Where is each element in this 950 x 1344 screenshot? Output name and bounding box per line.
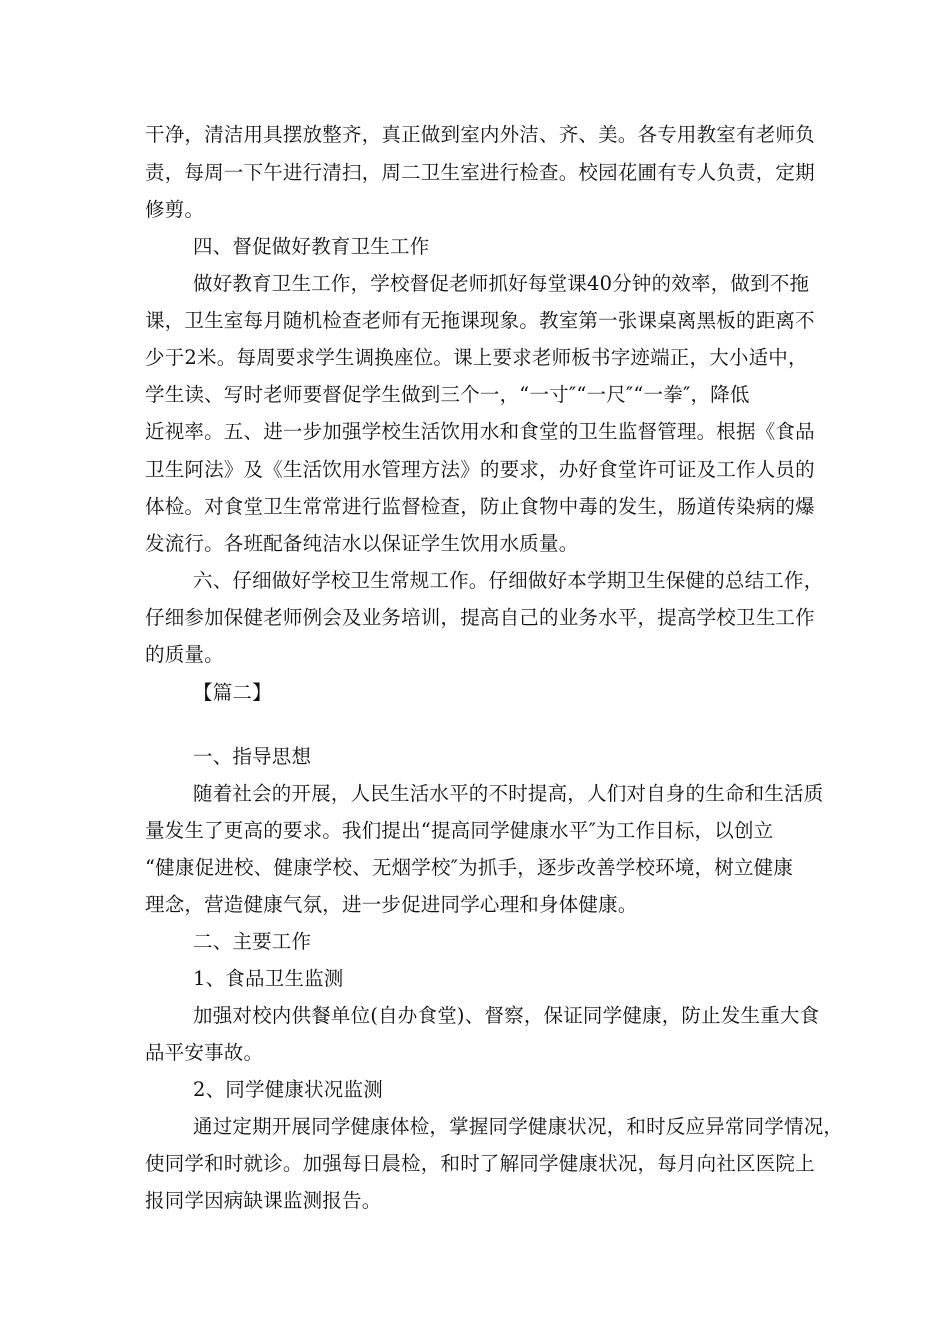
body-text-line: 仔细参加保健老师例会及业务培训，提高自己的业务水平，提高学校卫生工作 (145, 606, 815, 629)
part-heading: 【篇二】 (193, 681, 272, 704)
section-heading: 四、督促做好教育卫生工作 (193, 235, 430, 258)
subsection-heading: 2、同学健康状况监测 (193, 1078, 383, 1101)
body-text-line: 加强对校内供餐单位(自办食堂)、督察，保证同学健康，防止发生重大食 (193, 1004, 820, 1027)
body-text-line: 六、仔细做好学校卫生常规工作。仔细做好本学期卫生保健的总结工作， (193, 569, 824, 592)
section-heading: 一、指导思想 (193, 745, 312, 768)
body-text-line: 体检。对食堂卫生常常进行监督检查，防止食物中毒的发生，肠道传染病的爆 (145, 495, 815, 518)
body-text-line: 理念，营造健康气氛，进一步促进同学心理和身体健康。 (145, 893, 638, 916)
body-text-line: 品平安事故。 (145, 1041, 264, 1064)
body-text-line: “健康促进校、健康学校、无烟学校″为抓手，逐步改善学校环境，树立健康 (145, 856, 794, 879)
section-heading: 二、主要工作 (193, 930, 312, 953)
body-text-line: 做好教育卫生工作，学校督促老师抓好每堂课40分钟的效率，做到不拖 (193, 272, 810, 295)
body-text-line: 修剪。 (145, 198, 205, 221)
body-text-line: 的质量。 (145, 643, 224, 666)
body-text-line: 近视率。五、进一步加强学校生活饮用水和食堂的卫生监督管理。根据《食品 (145, 420, 815, 443)
body-text-line: 报同学因病缺课监测报告。 (145, 1189, 382, 1212)
body-text-line: 卫生阿法》及《生活饮用水管理方法》的要求，办好食堂许可证及工作人员的 (145, 458, 815, 481)
body-text-line: 干净，清洁用具摆放整齐，真正做到室内外洁、齐、美。各专用教室有老师负 (145, 123, 815, 146)
subsection-heading: 1、食品卫生监测 (193, 967, 344, 990)
body-text-line: 发流行。各班配备纯洁水以保证学生饮用水质量。 (145, 532, 579, 555)
body-text-line: 量发生了更高的要求。我们提出“提高同学健康水平″为工作目标，以创立 (145, 819, 774, 842)
body-text-line: 通过定期开展同学健康体检，掌握同学健康状况，和时反应异常同学情况， (193, 1115, 844, 1138)
body-text-line: 随着社会的开展，人民生活水平的不时提高，人们对自身的生命和生活质 (193, 782, 824, 805)
body-text-line: 责，每周一下午进行清扫，周二卫生室进行检查。校园花圃有专人负责，定期 (145, 161, 815, 184)
body-text-line: 学生读、写时老师要督促学生做到三个一，“一寸″“一尺″“一拳″，降低 (145, 383, 750, 406)
body-text-line: 少于2米。每周要求学生调换座位。课上要求老师板书字迹端正，大小适中， (145, 346, 808, 369)
body-text-line: 使同学和时就诊。加强每日晨检，和时了解同学健康状况，每月向社区医院上 (145, 1152, 815, 1175)
body-text-line: 课，卫生室每月随机检查老师有无拖课现象。教室第一张课桌离黑板的距离不 (145, 309, 815, 332)
